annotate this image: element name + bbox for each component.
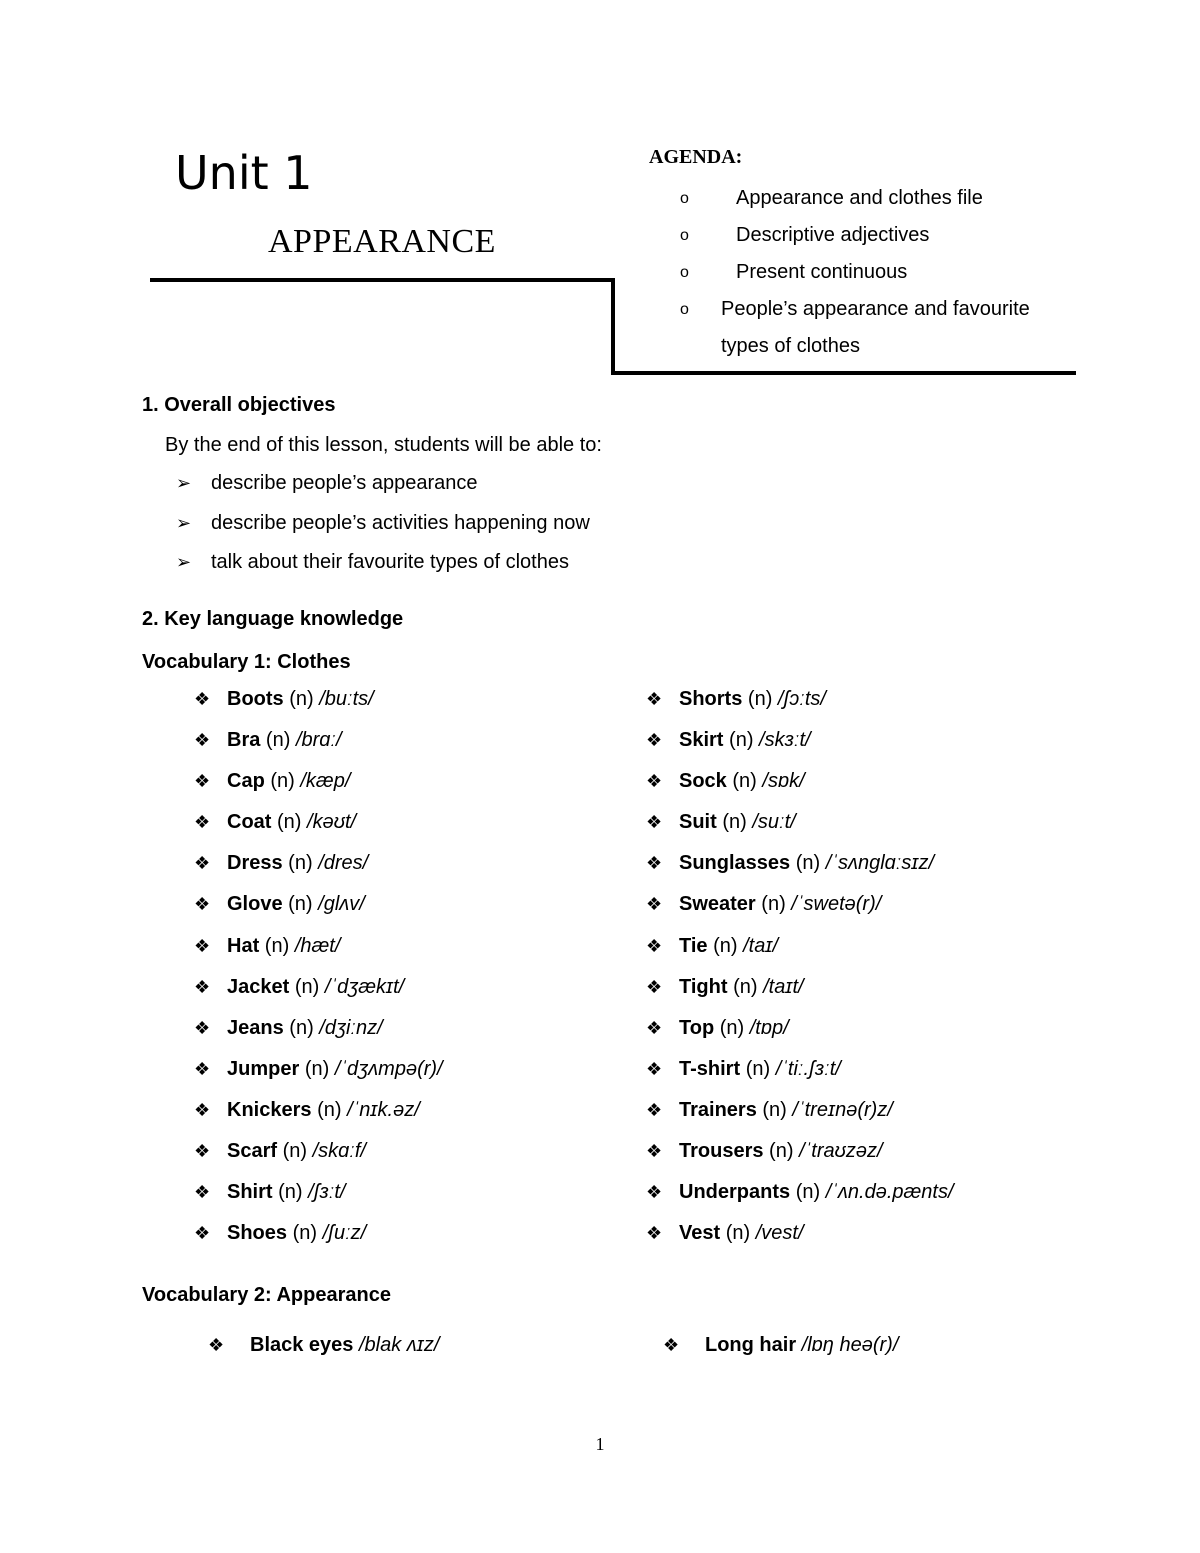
vocab-word: Tie [679, 934, 708, 957]
vocabulary-2-heading: Vocabulary 2: Appearance [142, 1284, 391, 1306]
circle-bullet-icon: o [680, 264, 689, 281]
objective-text: talk about their favourite types of clothes [211, 551, 569, 573]
vocab-pronunciation: /skɑːf/ [312, 1140, 366, 1163]
diamond-bullet-icon: ❖ [194, 689, 211, 709]
vocab-word: Dress [227, 852, 283, 875]
diamond-bullet-icon: ❖ [194, 853, 211, 874]
diamond-bullet-icon: ❖ [194, 1141, 211, 1162]
vocab-pos: (n) [317, 1098, 342, 1121]
vocab-pronunciation: /hæt/ [294, 934, 341, 957]
vocab-pos: (n) [277, 811, 302, 834]
list-item [194, 1216, 443, 1257]
vocab-pronunciation: /ʃɔːts/ [777, 688, 826, 710]
vocab-word: Vest [679, 1222, 721, 1245]
vocab-pronunciation: /ˈdʒækɪt/ [324, 975, 405, 998]
vocab-word: Long hair [705, 1334, 797, 1356]
diamond-bullet-icon: ❖ [194, 730, 211, 751]
arrow-bullet-icon: ➢ [176, 473, 192, 493]
vocab-word: Coat [227, 811, 272, 834]
list-item [646, 929, 954, 970]
vocab-word: Sunglasses [679, 852, 791, 875]
agenda-item [680, 291, 1080, 365]
vocab-pronunciation: /ˈnɪk.əz/ [347, 1098, 420, 1121]
diamond-bullet-icon: ❖ [194, 1182, 211, 1203]
header-rule-right [611, 371, 1076, 375]
vocab-pronunciation: /ˈtreɪnə(r)z/ [792, 1098, 893, 1121]
agenda-item-text: Appearance and clothes file [736, 187, 983, 209]
diamond-bullet-icon: ❖ [208, 1335, 225, 1355]
vocab-pronunciation: /ˈtraʊzəz/ [799, 1140, 883, 1163]
list-item [194, 805, 443, 846]
vocab-word: Shorts [679, 688, 743, 710]
diamond-bullet-icon: ❖ [646, 1058, 663, 1079]
list-item [646, 805, 954, 846]
vocab-pos: (n) [732, 770, 757, 793]
vocabulary-left-column [194, 682, 443, 1257]
vocab-pos: (n) [304, 1057, 330, 1080]
list-item [194, 764, 443, 805]
vocab-pos: (n) [264, 934, 290, 957]
list-item [646, 723, 954, 764]
circle-bullet-icon: o [680, 301, 689, 318]
vocab-pronunciation: /sɒk/ [762, 770, 805, 793]
agenda-item [680, 254, 1080, 291]
vocab-pos: (n) [292, 1222, 318, 1245]
vocab-word: Sock [679, 770, 727, 793]
vocab-word: Trainers [679, 1098, 757, 1121]
vocab-pronunciation: /vest/ [755, 1222, 804, 1245]
agenda-list [680, 180, 1080, 365]
list-item [646, 1052, 954, 1093]
diamond-bullet-icon: ❖ [646, 730, 663, 751]
diamond-bullet-icon: ❖ [663, 1335, 680, 1355]
diamond-bullet-icon: ❖ [646, 894, 663, 915]
diamond-bullet-icon: ❖ [194, 1223, 211, 1244]
vocab-pos: (n) [747, 688, 773, 710]
vocab-word: Knickers [227, 1098, 312, 1121]
diamond-bullet-icon: ❖ [646, 812, 663, 833]
vocab-pronunciation: /lɒŋ heə(r)/ [801, 1334, 899, 1356]
list-item [646, 1093, 954, 1134]
list-item [646, 970, 954, 1011]
agenda-item-text: People’s appearance and favourite types of clothes [721, 298, 1030, 357]
diamond-bullet-icon: ❖ [646, 976, 663, 997]
agenda-item-text: Descriptive adjectives [736, 224, 930, 246]
agenda-item-text: Present continuous [736, 261, 908, 283]
vocab-pronunciation: /ʃuːz/ [322, 1222, 367, 1245]
vocab-pos: (n) [282, 1140, 308, 1163]
list-item [208, 1330, 439, 1360]
objectives-intro: By the end of this lesson, students will be able to: [165, 434, 602, 456]
vocab-word: Suit [679, 811, 717, 834]
diamond-bullet-icon: ❖ [194, 771, 211, 792]
list-item [194, 929, 443, 970]
objective-text: describe people’s activities happening now [211, 511, 590, 534]
vocab-pos: (n) [769, 1140, 794, 1163]
list-item [646, 887, 954, 928]
vocab-pos: (n) [278, 1181, 303, 1204]
vocab-pos: (n) [265, 729, 291, 752]
vocab-word: Jumper [227, 1057, 300, 1080]
agenda-title: AGENDA: [649, 146, 743, 168]
list-item [194, 1093, 443, 1134]
vocab-pronunciation: /ʃɜːt/ [308, 1181, 346, 1204]
vocabulary-1-heading: Vocabulary 1: Clothes [142, 651, 351, 673]
vocab-pronunciation: /dʒiːnz/ [319, 1016, 383, 1039]
diamond-bullet-icon: ❖ [194, 812, 211, 833]
arrow-bullet-icon: ➢ [176, 512, 192, 533]
diamond-bullet-icon: ❖ [646, 853, 663, 874]
vocab-pos: (n) [761, 893, 786, 916]
vocab-pos: (n) [722, 811, 747, 834]
vocab-pronunciation: /ˈsʌnɡlɑːsɪz/ [825, 852, 935, 875]
list-item [646, 764, 954, 805]
agenda-item [680, 217, 1080, 254]
vocab-word: Top [679, 1016, 715, 1039]
vocab-pos: (n) [288, 893, 313, 916]
vocab-pronunciation: /taɪ/ [743, 934, 779, 957]
diamond-bullet-icon: ❖ [646, 689, 663, 709]
list-item [194, 887, 443, 928]
header-rule-left [150, 278, 614, 282]
vocab-pronunciation: /ˈdʒʌmpə(r)/ [334, 1057, 443, 1080]
vocab-pos: (n) [795, 1181, 821, 1204]
circle-bullet-icon: o [680, 227, 689, 244]
diamond-bullet-icon: ❖ [194, 894, 211, 915]
vocab-pronunciation: /suːt/ [752, 811, 796, 834]
list-item [194, 1134, 443, 1175]
diamond-bullet-icon: ❖ [646, 1182, 663, 1203]
list-item [194, 1052, 443, 1093]
vocab-pos: (n) [289, 1016, 314, 1039]
vocab-pos: (n) [270, 770, 295, 793]
list-item [646, 846, 954, 887]
list-item [194, 1175, 443, 1216]
vocab-pronunciation: /kæp/ [300, 770, 351, 793]
vocab-pronunciation: /ɡlʌv/ [318, 893, 365, 916]
vocab-pronunciation: /taɪt/ [763, 975, 804, 998]
list-item [194, 682, 443, 723]
list-item [194, 846, 443, 887]
objectives-list [176, 466, 590, 585]
vocab-word: Skirt [679, 729, 724, 752]
vocab-word: Cap [227, 770, 265, 793]
vocab-pronunciation: /tɒp/ [749, 1016, 789, 1039]
vocab-pronunciation: /dres/ [318, 852, 369, 875]
vocab-word: Shoes [227, 1222, 288, 1245]
vocabulary-right-column [646, 682, 954, 1257]
vocab-pronunciation: /skɜːt/ [759, 729, 811, 752]
circle-bullet-icon: o [680, 190, 689, 207]
vocab-pos: (n) [725, 1222, 751, 1245]
vocab-word: Hat [227, 934, 260, 957]
diamond-bullet-icon: ❖ [194, 976, 211, 997]
vocab-pos: (n) [713, 934, 738, 957]
list-item [646, 682, 954, 723]
vocab-pronunciation: /ˈswetə(r)/ [791, 893, 882, 916]
vocab-word: Jeans [227, 1016, 284, 1039]
page-number: 1 [595, 1434, 605, 1454]
list-item [646, 1216, 954, 1257]
diamond-bullet-icon: ❖ [194, 1058, 211, 1079]
diamond-bullet-icon: ❖ [194, 935, 211, 956]
vocab-word: Sweater [679, 893, 756, 916]
list-item [194, 723, 443, 764]
vocab-pronunciation: /brɑː/ [295, 729, 342, 752]
vocab-pronunciation: /ˈʌn.də.pænts/ [825, 1181, 954, 1204]
vocab-word: Glove [227, 893, 283, 916]
arrow-bullet-icon: ➢ [176, 552, 192, 572]
vocab-pronunciation: /ˈtiː.ʃɜːt/ [775, 1057, 841, 1080]
section-heading-objectives: 1. Overall objectives [142, 394, 336, 416]
vocab-pos: (n) [729, 729, 754, 752]
diamond-bullet-icon: ❖ [646, 1223, 663, 1244]
list-item [646, 1175, 954, 1216]
list-item [194, 970, 443, 1011]
vocab-pronunciation: /blak ʌɪz/ [358, 1334, 440, 1356]
agenda-item [680, 180, 1080, 217]
list-item [194, 1011, 443, 1052]
diamond-bullet-icon: ❖ [194, 1017, 211, 1038]
list-item [646, 1134, 954, 1175]
vocab-word: Bra [227, 729, 261, 752]
vocab-pos: (n) [733, 975, 758, 998]
objective-text: describe people’s appearance [211, 472, 478, 494]
vocab-word: Scarf [227, 1140, 278, 1163]
diamond-bullet-icon: ❖ [194, 1099, 211, 1120]
diamond-bullet-icon: ❖ [646, 1099, 663, 1120]
header-rule-vertical [611, 278, 615, 375]
list-item [646, 1011, 954, 1052]
unit-subtitle: APPEARANCE [268, 223, 496, 260]
vocab-pos: (n) [294, 975, 320, 998]
section-heading-key-language: 2. Key language knowledge [142, 608, 404, 630]
diamond-bullet-icon: ❖ [646, 771, 663, 792]
vocab-pronunciation: /buːts/ [319, 688, 374, 710]
vocab-word: Trousers [679, 1140, 764, 1163]
vocab-word: Boots [227, 688, 284, 710]
vocab-pos: (n) [719, 1016, 745, 1039]
diamond-bullet-icon: ❖ [646, 1141, 663, 1162]
vocab-word: Tight [679, 975, 728, 998]
diamond-bullet-icon: ❖ [646, 935, 663, 956]
unit-title: Unit 1 [175, 146, 313, 200]
vocab-word: T-shirt [679, 1057, 741, 1080]
list-item [663, 1330, 898, 1360]
vocab-word: Black eyes [250, 1334, 354, 1356]
vocab-word: Shirt [227, 1181, 273, 1204]
vocab-pos: (n) [795, 852, 821, 875]
vocab-word: Jacket [227, 975, 290, 998]
list-item [176, 506, 590, 546]
vocab-pronunciation: /kəʊt/ [307, 811, 357, 834]
vocab-word: Underpants [679, 1181, 791, 1204]
vocab-pos: (n) [762, 1098, 787, 1121]
vocab-pos: (n) [745, 1057, 771, 1080]
diamond-bullet-icon: ❖ [646, 1017, 663, 1038]
list-item [176, 545, 590, 585]
list-item [176, 466, 590, 506]
vocab-pos: (n) [289, 688, 314, 710]
vocab-pos: (n) [288, 852, 313, 875]
